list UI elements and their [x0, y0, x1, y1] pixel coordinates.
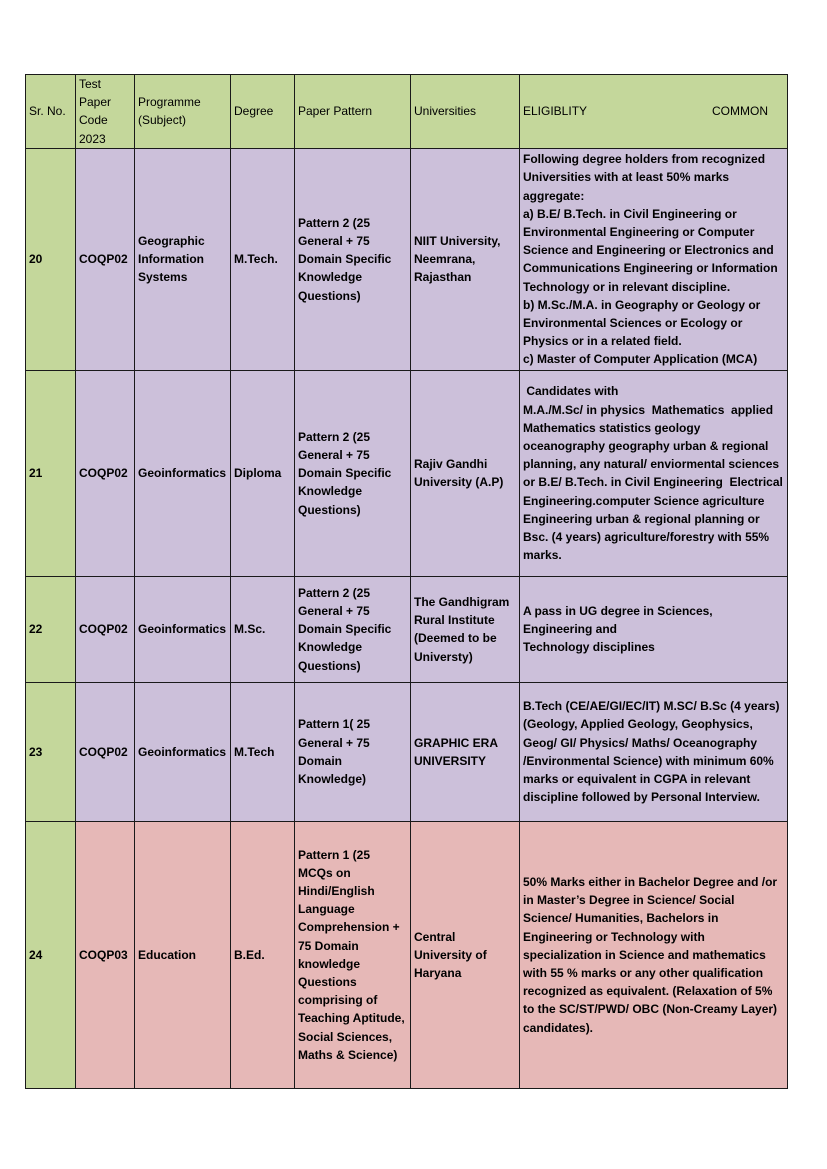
header-eligibility: [520, 75, 788, 149]
eligibility-table: [25, 74, 788, 1089]
eligibility-line: c) Master of Computer Application (MCA): [523, 352, 758, 367]
programme-cell: Geoinformatics: [135, 576, 231, 682]
degree-cell: B.Ed.: [231, 821, 295, 1088]
table-row: [26, 821, 788, 1088]
university-cell: GRAPHIC ERA UNIVERSITY: [411, 682, 520, 821]
programme-cell: Geoinformatics: [135, 370, 231, 576]
eligibility-line: Candidates with: [523, 384, 619, 399]
sr-no-cell: 21: [26, 370, 76, 576]
sr-no-cell: 20: [26, 148, 76, 370]
eligibility-line: 50% Marks either in Bachelor Degree and /or in Master’s Degree in Science/ Social Science/ Humanities, Bachelors in Engineering or Technology with specialization in Science and mathematics with 55 % marks or any other qualification recognized as equivalent. (Relaxation of 5% to the SC/ST/PWD/ OBC (Non-Creamy Layer) candidates).: [523, 874, 781, 1035]
eligibility-line: a) B.E/ B.Tech. in Civil Engineering or Environmental Engineering or Computer Science and Engineering or Electronics and Communications Engineering or Information Technology or in relevant discipline.: [523, 206, 782, 294]
code-cell: COQP02: [76, 370, 135, 576]
header-eligibility-label: ELIGIBLITY: [523, 104, 588, 119]
header-common-label: COMMON: [712, 104, 768, 119]
paper-pattern-cell: Pattern 1( 25 General + 75 Domain Knowledge): [295, 682, 411, 821]
paper-pattern-cell: Pattern 2 (25 General + 75 Domain Specific Knowledge Questions): [295, 370, 411, 576]
table-row: [26, 370, 788, 576]
header-programme: Programme (Subject): [135, 75, 231, 149]
university-cell: Rajiv Gandhi University (A.P): [411, 370, 520, 576]
eligibility-line: Technology disciplines: [523, 640, 655, 655]
eligibility-cell: [520, 370, 788, 576]
degree-cell: M.Sc.: [231, 576, 295, 682]
eligibility-cell: [520, 148, 788, 370]
programme-cell: Education: [135, 821, 231, 1088]
eligibility-cell: [520, 682, 788, 821]
table-row: [26, 576, 788, 682]
header-test-paper-code: Test Paper Code 2023: [76, 75, 135, 149]
degree-cell: Diploma: [231, 370, 295, 576]
degree-cell: M.Tech.: [231, 148, 295, 370]
sr-no-cell: 22: [26, 576, 76, 682]
table-header-row: [26, 75, 788, 149]
sr-no-cell: 23: [26, 682, 76, 821]
code-cell: COQP02: [76, 148, 135, 370]
code-cell: COQP02: [76, 576, 135, 682]
paper-pattern-cell: Pattern 2 (25 General + 75 Domain Specific Knowledge Questions): [295, 576, 411, 682]
code-cell: COQP03: [76, 821, 135, 1088]
university-cell: The Gandhigram Rural Institute (Deemed to be Universty): [411, 576, 520, 682]
eligibility-cell: [520, 576, 788, 682]
header-paper-pattern: Paper Pattern: [295, 75, 411, 149]
header-degree: Degree: [231, 75, 295, 149]
table-row: [26, 682, 788, 821]
code-cell: COQP02: [76, 682, 135, 821]
programme-cell: Geoinformatics: [135, 682, 231, 821]
degree-cell: M.Tech: [231, 682, 295, 821]
university-cell: Central University of Haryana: [411, 821, 520, 1088]
eligibility-cell: [520, 821, 788, 1088]
eligibility-line: b) M.Sc./M.A. in Geography or Geology or Environmental Sciences or Ecology or Physics or in a related field.: [523, 297, 764, 349]
eligibility-line: Following degree holders from recognized Universities with at least 50% marks aggregate:: [523, 152, 769, 203]
header-universities: Universities: [411, 75, 520, 149]
university-cell: NIIT University, Neemrana, Rajasthan: [411, 148, 520, 370]
paper-pattern-cell: Pattern 2 (25 General + 75 Domain Specific Knowledge Questions): [295, 148, 411, 370]
programme-cell: Geographic Information Systems: [135, 148, 231, 370]
eligibility-line: A pass in UG degree in Sciences, Engineering and: [523, 604, 716, 637]
sr-no-cell: 24: [26, 821, 76, 1088]
paper-pattern-cell: Pattern 1 (25 MCQs on Hindi/English Language Comprehension + 75 Domain knowledge Questions comprising of Teaching Aptitude, Social Sciences, Maths & Science): [295, 821, 411, 1088]
eligibility-line: M.A./M.Sc/ in physics Mathematics applied Mathematics statistics geology oceanography geography urban & regional planning, any natural/ enviormental sciences or B.E/ B.Tech. in Civil Engineering Electrical Engineering.computer Science agriculture Engineering urban & regional planning or Bsc. (4 years) agriculture/forestry with 55% marks.: [523, 402, 787, 563]
table-row: [26, 148, 788, 370]
header-sr-no: Sr. No.: [26, 75, 76, 149]
eligibility-line: B.Tech (CE/AE/GI/EC/IT) M.SC/ B.Sc (4 years) (Geology, Applied Geology, Geophysics, Geog/ GI/ Physics/ Maths/ Oceanography /Environmental Science) with minimum 60% marks or equivalent in CGPA in relevant discipline followed by Personal Interview.: [523, 699, 783, 805]
